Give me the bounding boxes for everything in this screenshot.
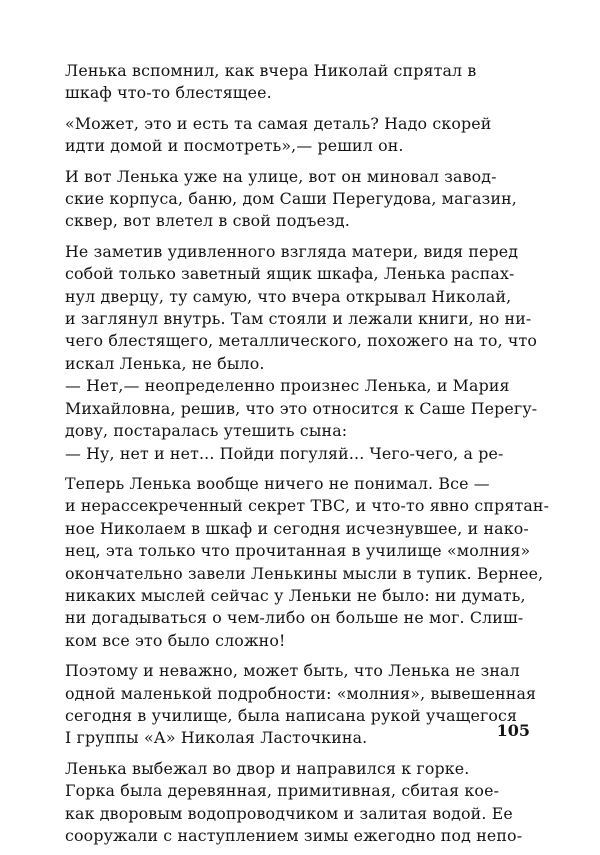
text-line: нец, эта только что прочитанная в училище «молния» bbox=[65, 541, 531, 561]
text-line: Ленька вспомнил, как вчера Николай спрятал в bbox=[65, 61, 477, 80]
text-line: Горка была деревянная, примитивная, сбитая кое- bbox=[65, 781, 500, 801]
text-line: сегодня в училище, была написана рукой учащегося bbox=[65, 705, 518, 725]
text-line: чего блестящего, металлического, похожего на то, что bbox=[65, 331, 538, 351]
text-line: И вот Ленька уже на улице, вот он миновал завод- bbox=[65, 166, 497, 186]
text-line: Ленька выбежал во двор и направился к горке. bbox=[65, 758, 470, 778]
paragraph bbox=[65, 660, 535, 750]
text-line: собой только заветный ящик шкафа, Ленька распах- bbox=[65, 264, 515, 284]
paragraph bbox=[65, 473, 550, 652]
text-line: и заглянул внутрь. Там стояли и лежали книги, но ни- bbox=[65, 309, 532, 329]
text-line: — Ну, нет и нет... Пойди погуляй... Чего-чего, а ре- bbox=[65, 443, 504, 463]
text-line: I группы «А» Николая Ласточкина. bbox=[65, 728, 368, 748]
text-line: ские корпуса, баню, дом Саши Перегудова, магазин, bbox=[65, 189, 517, 209]
text-line: дову, постаралась утешить сына: bbox=[65, 421, 348, 441]
text-line: ное Николаем в шкаф и сегодня исчезнувшее, и нако- bbox=[65, 518, 529, 538]
text-line: идти домой и посмотреть»,— решил он. bbox=[65, 136, 404, 156]
text-line: как дворовым водопроводчиком и залитая водой. Ее bbox=[65, 803, 513, 823]
page-number: 105 bbox=[496, 721, 530, 740]
text-line: искал Ленька, не было. bbox=[65, 353, 265, 373]
paragraph bbox=[65, 113, 535, 158]
text-line: — Нет,— неопределенно произнес Ленька, и Мария bbox=[65, 376, 510, 396]
text-line: ком все это было сложно! bbox=[65, 630, 286, 650]
text-line: сооружали с наступлением зимы ежегодно под непо- bbox=[65, 826, 523, 845]
text-line: Михайловна, решив, что это относится к Саше Перегу- bbox=[65, 398, 538, 418]
text-line: ни догадываться о чем-либо он больше не мог. Слиш- bbox=[65, 608, 524, 628]
text-line: окончательно завели Ленькины мысли в тупик. Вернее, bbox=[65, 563, 544, 583]
paragraph bbox=[65, 166, 535, 233]
paragraph bbox=[65, 241, 538, 465]
paragraph bbox=[65, 758, 535, 848]
paragraph bbox=[65, 60, 535, 105]
text-line: Поэтому и неважно, может быть, что Ленька не знал bbox=[65, 661, 520, 681]
text-line: никаких мыслей сейчас у Леньки не было: ни думать, bbox=[65, 585, 526, 605]
text-block bbox=[65, 60, 550, 855]
text-line: сквер, вот влетел в свой подъезд. bbox=[65, 211, 350, 231]
text-line: одной маленькой подробности: «молния», вывешенная bbox=[65, 683, 537, 703]
text-line: шкаф что-то блестящее. bbox=[65, 83, 272, 103]
text-line: Не заметив удивленного взгляда матери, видя перед bbox=[65, 241, 519, 261]
text-line: Теперь Ленька вообще ничего не понимал. Все — bbox=[65, 473, 490, 493]
text-line: нул дверцу, ту самую, что вчера открывал Николай, bbox=[65, 286, 512, 306]
text-line: и нерассекреченный секрет ТВС, и что-то явно спрятан- bbox=[65, 496, 550, 516]
text-line: «Может, это и есть та самая деталь? Надо скорей bbox=[65, 113, 492, 133]
